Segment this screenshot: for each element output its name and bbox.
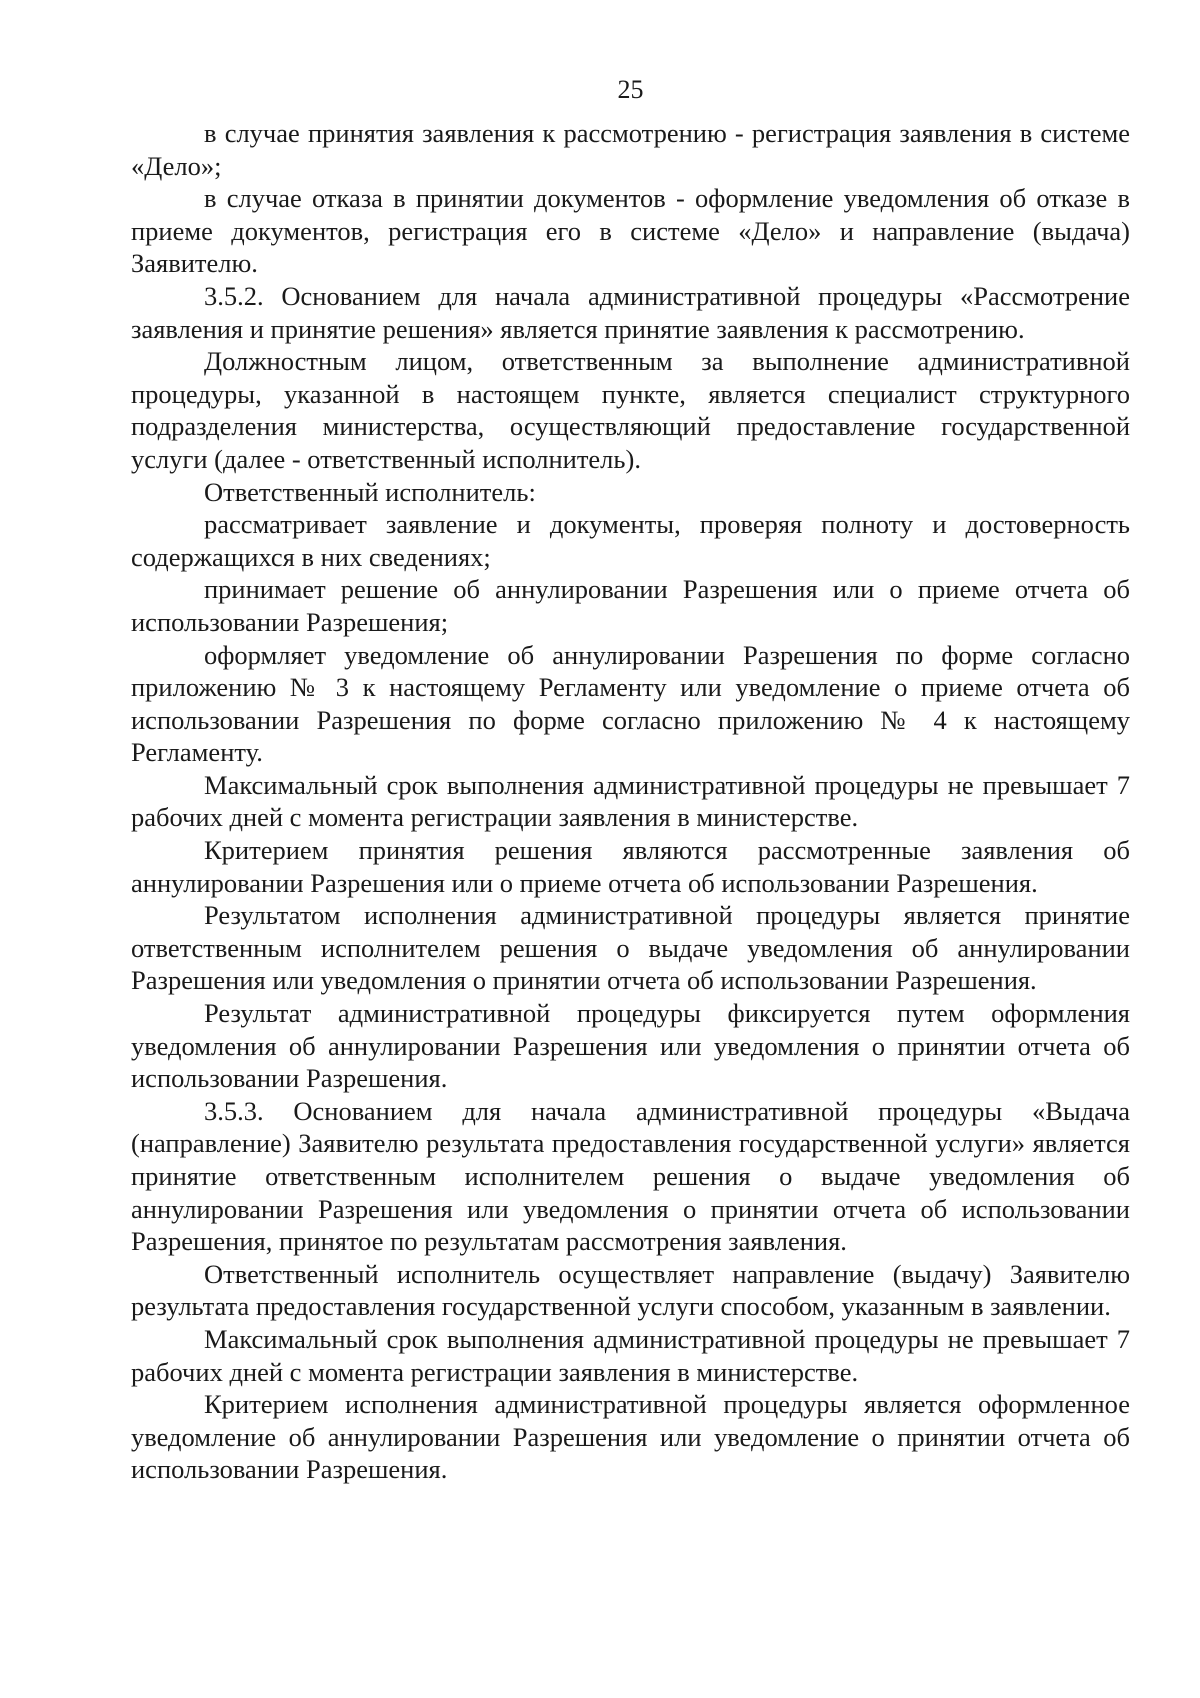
paragraph-registration-case: в случае принятия заявления к рассмотрению - регистрация заявления в системе «Дело»; [131, 118, 1130, 181]
paragraph-3-5-2-basis: 3.5.2. Основанием для начала административной процедуры «Рассмотрение заявления и принятие решения» является принятие заявления к рассмотрению. [131, 280, 1130, 344]
paragraph-executor-reviews: рассматривает заявление и документы, проверяя полноту и достоверность содержащихся в них сведениях; [131, 509, 1130, 572]
paragraph-refusal-case: в случае отказа в принятии документов - оформление уведомления об отказе в приеме документов, регистрация его в системе «Дело» и направление (выдача) Заявителю. [131, 183, 1130, 279]
paragraph-procedure-result: Результатом исполнения административной процедуры является принятие ответственным исполнителем решения о выдаче уведомления об аннулировании Разрешения или уведомления о принятии отчета об использовании Разрешения. [131, 900, 1130, 996]
paragraph-execution-criterion: Критерием исполнения административной процедуры является оформленное уведомление об аннулировании Разрешения или уведомление о принятии отчета об использовании Разрешения. [131, 1389, 1130, 1485]
document-body [131, 117, 1130, 1486]
paragraph-max-term-2: Максимальный срок выполнения административной процедуры не превышает 7 рабочих дней с момента регистрации заявления в министерстве. [131, 1323, 1130, 1387]
paragraph-max-term-1: Максимальный срок выполнения административной процедуры не превышает 7 рабочих дней с момента регистрации заявления в министерстве. [131, 769, 1130, 833]
paragraph-decision-criterion: Критерием принятия решения являются рассмотренные заявления об аннулировании Разрешения или о приеме отчета об использовании Разрешения. [131, 835, 1130, 898]
paragraph-result-recorded: Результат административной процедуры фиксируется путем оформления уведомления об аннулировании Разрешения или уведомления о принятии отчета об использовании Разрешения. [131, 998, 1130, 1094]
paragraph-executor-decides: принимает решение об аннулировании Разрешения или о приеме отчета об использовании Разрешения; [131, 574, 1130, 637]
paragraph-responsible-official: Должностным лицом, ответственным за выполнение административной процедуры, указанной в настоящем пункте, является специалист структурного подразделения министерства, осуществляющий предоставление государственной услуги (далее - ответственный исполнитель). [131, 346, 1130, 474]
paragraph-executor-sends: Ответственный исполнитель осуществляет направление (выдачу) Заявителю результата предоставления государственной услуги способом, указанным в заявлении. [131, 1258, 1130, 1322]
page-number: 25 [617, 75, 644, 104]
paragraph-executor-drafts: оформляет уведомление об аннулировании Разрешения по форме согласно приложению № 3 к настоящему Регламенту или уведомление о приеме отчета об использовании Разрешения по форме согласно приложению № 4 к настоящему Регламенту. [131, 639, 1130, 768]
paragraph-3-5-3-basis: 3.5.3. Основанием для начала административной процедуры «Выдача (направление) Заявителю результата предоставления государственной услуги» является принятие ответственным исполнителем решения о выдаче уведомления об аннулировании Разрешения или уведомления о принятии отчета об использовании Разрешения, принятое по результатам рассмотрения заявления. [131, 1095, 1130, 1257]
paragraph-executor-intro: Ответственный исполнитель: [204, 476, 536, 507]
